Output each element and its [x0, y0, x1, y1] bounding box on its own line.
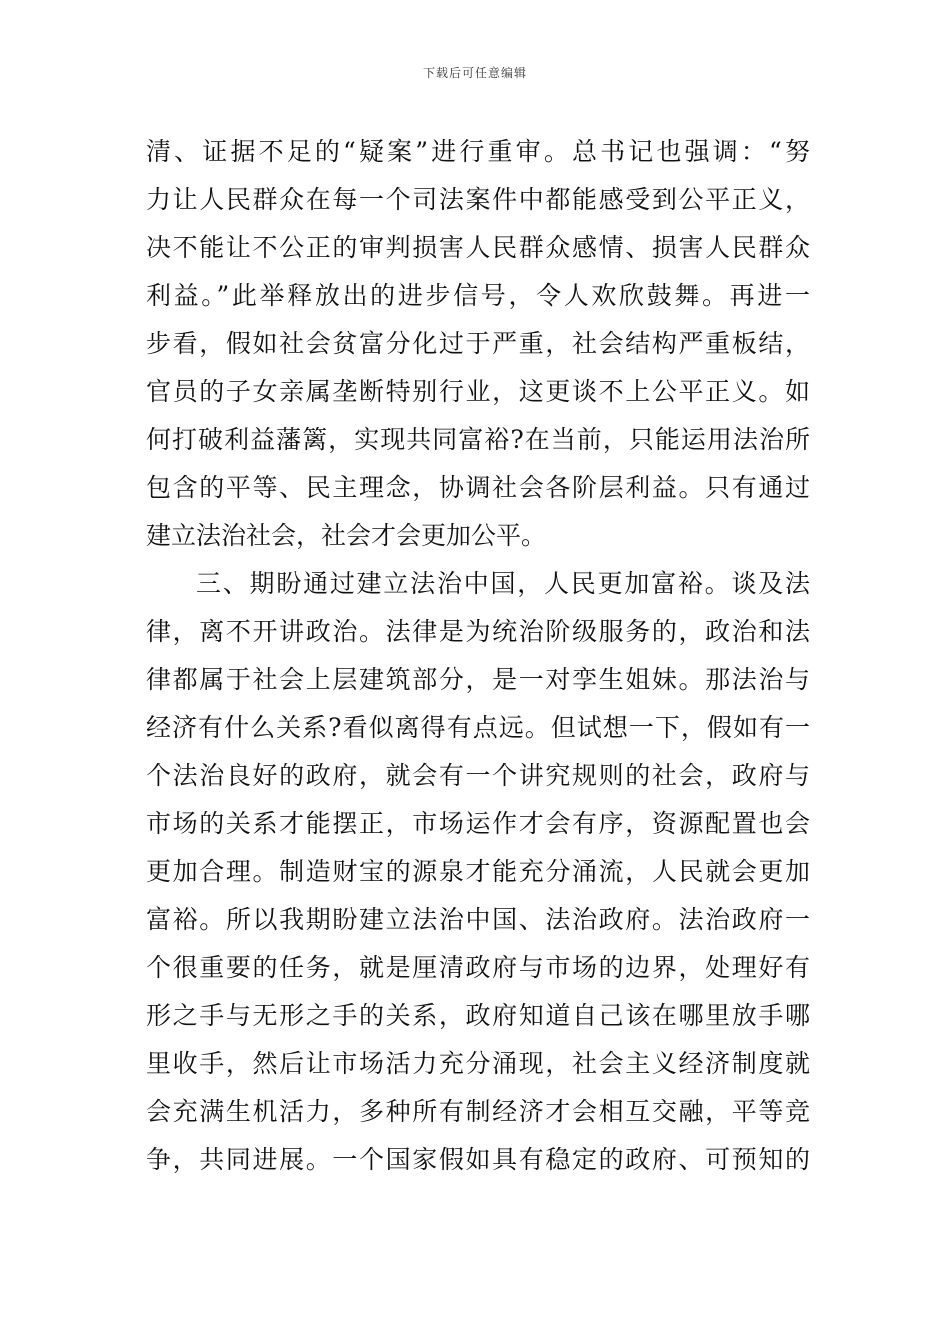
text-line: 建立法治社会，社会才会更加公平。	[146, 521, 547, 550]
text-line: 步看，假如社会贫富分化过于严重，社会结构严重板结，	[146, 329, 810, 358]
text-line: 市场的关系才能摆正，市场运作才会有序，资源配置也会	[146, 809, 810, 838]
text-line: 会充满生机活力，多种所有制经济才会相互交融，平等竞	[146, 1097, 810, 1126]
text-line: 利益。”此举释放出的进步信号，令人欢欣鼓舞。再进一	[146, 281, 810, 310]
text-line: 律，离不开讲政治。法律是为统治阶级服务的，政治和法	[146, 617, 810, 646]
text-line: 律都属于社会上层建筑部分，是一对孪生姐妹。那法治与	[146, 665, 810, 694]
text-line: 争，共同进展。一个国家假如具有稳定的政府、可预知的	[146, 1145, 810, 1174]
text-line: 个很重要的任务，就是厘清政府与市场的边界，处理好有	[146, 953, 810, 982]
text-line: 里收手，然后让市场活力充分涌现，社会主义经济制度就	[146, 1049, 810, 1078]
text-line: 包含的平等、民主理念，协调社会各阶层利益。只有通过	[146, 473, 810, 502]
text-line: 清、证据不足的“疑案”进行重审。总书记也强调：“努	[146, 137, 810, 166]
text-line: 富裕。所以我期盼建立法治中国、法治政府。法治政府一	[146, 905, 810, 934]
page-header: 下载后可任意编辑	[422, 66, 527, 80]
text-line: 更加合理。制造财宝的源泉才能充分涌流，人民就会更加	[146, 857, 810, 886]
text-line: 何打破利益藩篱，实现共同富裕?在当前，只能运用法治所	[146, 425, 810, 454]
text-line: 决不能让不公正的审判损害人民群众感情、损害人民群众	[146, 233, 810, 262]
paragraph-start-line: 三、期盼通过建立法治中国，人民更加富裕。谈及法	[196, 569, 810, 598]
text-line: 形之手与无形之手的关系，政府知道自己该在哪里放手哪	[146, 1001, 810, 1030]
text-line: 个法治良好的政府，就会有一个讲究规则的社会，政府与	[146, 761, 810, 790]
text-line: 经济有什么关系?看似离得有点远。但试想一下，假如有一	[146, 713, 810, 742]
text-line: 力让人民群众在每一个司法案件中都能感受到公平正义，	[146, 185, 810, 214]
document-body	[146, 128, 810, 1184]
text-line: 官员的子女亲属垄断特别行业，这更谈不上公平正义。如	[146, 377, 810, 406]
